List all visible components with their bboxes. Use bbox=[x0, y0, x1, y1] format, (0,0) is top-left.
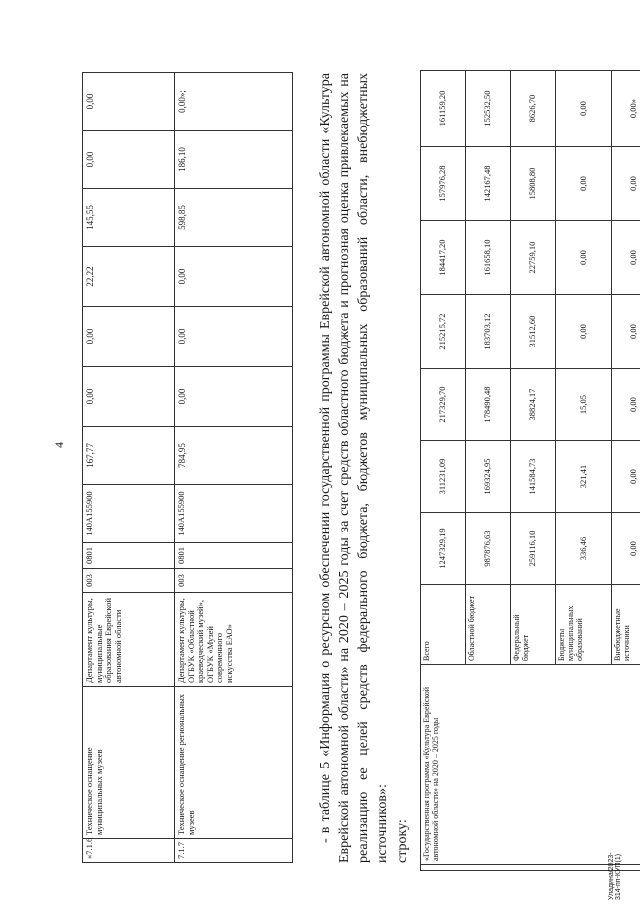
value-cell: 167,77 bbox=[83, 427, 175, 485]
funding-source: Всего bbox=[421, 585, 466, 665]
funding-source: Бюджеты муниципальных образований bbox=[556, 585, 612, 665]
page-number: 4 bbox=[52, 442, 66, 448]
value-cell: 0,00 bbox=[556, 71, 612, 147]
rzpr-code: 0801 bbox=[83, 543, 175, 569]
value-cell: 142167,48 bbox=[466, 147, 511, 221]
value-cell: 161658,10 bbox=[466, 221, 511, 295]
value-cell: 0,00 bbox=[612, 369, 640, 441]
table-row bbox=[421, 71, 466, 871]
value-cell: 31512,60 bbox=[511, 295, 556, 369]
paragraph-text: - в таблице 5 «Информация о ресурсном обеспечении государственной программы Еврейской автономной области «Культура Еврейской автономной области» на 2020 – 2025 годы за счет средств областного бюджета и прогнозная оценка привлекаемых на реализацию ее целей средств федерального бюджета, бюджетов муниципальных образований области, внебюджетных источников»: bbox=[318, 73, 390, 863]
value-cell: 22,22 bbox=[83, 247, 175, 307]
value-cell: 157976,28 bbox=[421, 147, 466, 221]
rotated-page-content bbox=[70, 55, 639, 875]
value-cell: 38824,17 bbox=[511, 369, 556, 441]
value-cell: 15808,80 bbox=[511, 147, 556, 221]
value-cell: 145,55 bbox=[83, 189, 175, 247]
footer-code: Уладина/2023-314-пп-КУП(1) bbox=[608, 852, 622, 900]
value-cell: 0,00 bbox=[612, 221, 640, 295]
activity-name: Техническое оснащение муниципальных музеев bbox=[83, 687, 175, 839]
row-number: 7.1.7 bbox=[175, 839, 293, 863]
value-cell: 336,46 bbox=[556, 513, 612, 585]
value-cell: 0,00»; bbox=[175, 73, 293, 131]
value-cell: 161159,20 bbox=[421, 71, 466, 147]
value-cell: 0,00 bbox=[83, 307, 175, 367]
value-cell: 0,00 bbox=[175, 367, 293, 427]
value-cell: 0,00 bbox=[612, 441, 640, 513]
value-cell: 186,10 bbox=[175, 131, 293, 189]
csr-code: 140А155900 bbox=[175, 485, 293, 543]
resource-table bbox=[420, 70, 640, 871]
value-cell: 15,05 bbox=[556, 369, 612, 441]
grbs-code: 003 bbox=[175, 569, 293, 593]
value-cell: 259116,10 bbox=[511, 513, 556, 585]
value-cell: 0,00» bbox=[612, 71, 640, 147]
value-cell: 0,00 bbox=[556, 221, 612, 295]
value-cell: 987876,63 bbox=[466, 513, 511, 585]
stroku-label: строку: bbox=[395, 819, 410, 863]
value-cell: 22759,10 bbox=[511, 221, 556, 295]
value-cell: 0,00 bbox=[612, 147, 640, 221]
value-cell: 178490,48 bbox=[466, 369, 511, 441]
value-cell: 0,00 bbox=[175, 307, 293, 367]
table-row bbox=[175, 73, 293, 863]
value-cell: 321,41 bbox=[556, 441, 612, 513]
funding-source: Федеральный бюджет bbox=[511, 585, 556, 665]
value-cell: 0,00 bbox=[612, 295, 640, 369]
value-cell: 184417,20 bbox=[421, 221, 466, 295]
value-cell: 152532,50 bbox=[466, 71, 511, 147]
value-cell: 311231,09 bbox=[421, 441, 466, 513]
program-activities-table bbox=[82, 72, 293, 863]
rzpr-code: 0801 bbox=[175, 543, 293, 569]
funding-source: Областной бюджет bbox=[466, 585, 511, 665]
value-cell: 0,00 bbox=[83, 73, 175, 131]
executor: Департамент культуры, муниципальные образования Еврейской автономной области bbox=[83, 593, 175, 687]
value-cell: 169324,95 bbox=[466, 441, 511, 513]
activity-name: Техническое оснащение региональных музеев bbox=[175, 687, 293, 839]
value-cell: 217329,70 bbox=[421, 369, 466, 441]
value-cell: 8626,70 bbox=[511, 71, 556, 147]
funding-source: Внебюджетные источники bbox=[612, 585, 640, 665]
executor: Департамент культуры, ОГБУК «Областной краеведческий музей», ОГБУК «Музей современного искусства ЕАО» bbox=[175, 593, 293, 687]
value-cell: 1247329,19 bbox=[421, 513, 466, 585]
csr-code: 140А155900 bbox=[83, 485, 175, 543]
value-cell: 0,00 bbox=[556, 295, 612, 369]
value-cell: 215215,72 bbox=[421, 295, 466, 369]
program-name: «Государственная программа «Культура Еврейской автономной области» на 2020 – 2025 годы bbox=[421, 665, 640, 865]
row-number: «7.1.6 bbox=[83, 839, 175, 863]
value-cell: 598,85 bbox=[175, 189, 293, 247]
value-cell: 141584,73 bbox=[511, 441, 556, 513]
value-cell: 784,95 bbox=[175, 427, 293, 485]
value-cell: 0,00 bbox=[175, 247, 293, 307]
value-cell: 0,00 bbox=[556, 147, 612, 221]
value-cell: 0,00 bbox=[612, 513, 640, 585]
amendment-paragraph bbox=[316, 73, 392, 863]
value-cell: 0,00 bbox=[83, 367, 175, 427]
table-row bbox=[83, 73, 175, 863]
value-cell: 183703,12 bbox=[466, 295, 511, 369]
grbs-code: 003 bbox=[83, 569, 175, 593]
value-cell: 0,00 bbox=[83, 131, 175, 189]
